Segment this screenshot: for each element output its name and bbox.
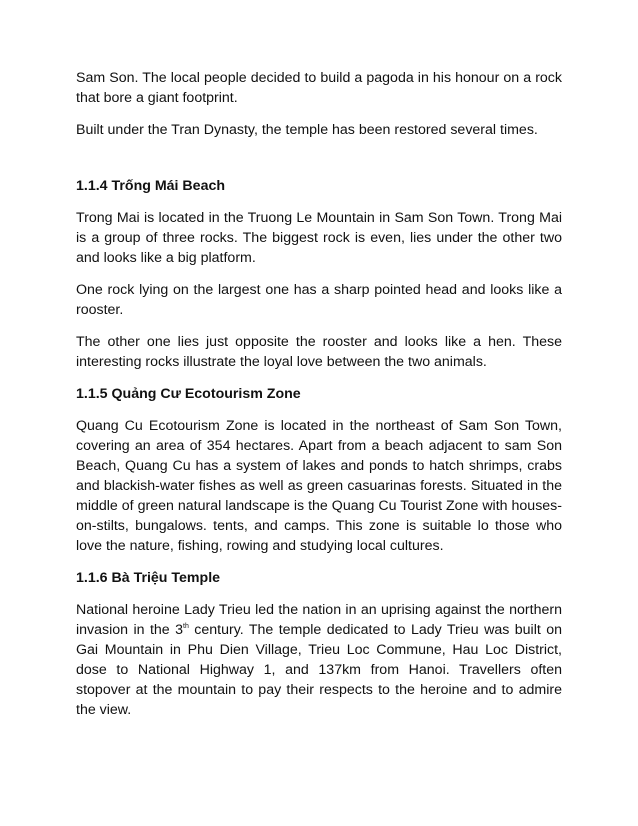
paragraph-hen-rock: The other one lies just opposite the rooster and looks like a hen. These interesting rocks illustrate the loyal love between the two animals. — [76, 334, 562, 370]
paragraph-pagoda-intro: Sam Son. The local people decided to build a pagoda in his honour on a rock that bore a giant footprint. — [76, 70, 562, 106]
heading-trong-mai-beach: 1.1.4 Trống Mái Beach — [76, 178, 226, 194]
section-spacer — [76, 152, 562, 176]
heading-ba-trieu-temple: 1.1.6 Bà Triệu Temple — [76, 570, 221, 586]
paragraph-text-part: National heroine Lady Trieu led the nation in an uprising against the northern invasion in the 3 — [76, 602, 562, 638]
paragraph-ba-trieu-description — [76, 600, 562, 720]
paragraph-quang-cu-description: Quang Cu Ecotourism Zone is located in the northeast of Sam Son Town, covering an area of 354 hectares. Apart from a beach adjacent to sam Son Beach, Quang Cu has a system of lakes and ponds to hatch shrimps, crabs and blackish-water fishes as well as green casuarinas forests. Situated in the middle of green natural landscape is the Quang Cu Tourist Zone with houses-on-stilts, bungalows. tents, and camps. This zone is suitable lo those who love the nature, fishing, rowing and studying local cultures. — [76, 418, 562, 554]
heading-quang-cu-ecotourism: 1.1.5 Quảng Cư Ecotourism Zone — [76, 386, 301, 402]
paragraph-rooster-rock: One rock lying on the largest one has a sharp pointed head and looks like a rooster. — [76, 282, 562, 318]
document-page — [76, 68, 562, 732]
paragraph-trong-mai-location: Trong Mai is located in the Truong Le Mountain in Sam Son Town. Trong Mai is a group of three rocks. The biggest rock is even, lies under the other two and looks like a big platform. — [76, 210, 562, 266]
paragraph-text-part: century. The temple dedicated to Lady Trieu was built on Gai Mountain in Phu Dien Village, Trieu Loc Commune, Hau Loc District, dose to National Highway 1, and 137km from Hanoi. Travellers often stopover at the mountain to pay their respects to the heroine and to admire the view. — [76, 622, 562, 718]
paragraph-tran-dynasty: Built under the Tran Dynasty, the temple has been restored several times. — [76, 122, 538, 138]
superscript-ordinal: th — [183, 623, 189, 630]
